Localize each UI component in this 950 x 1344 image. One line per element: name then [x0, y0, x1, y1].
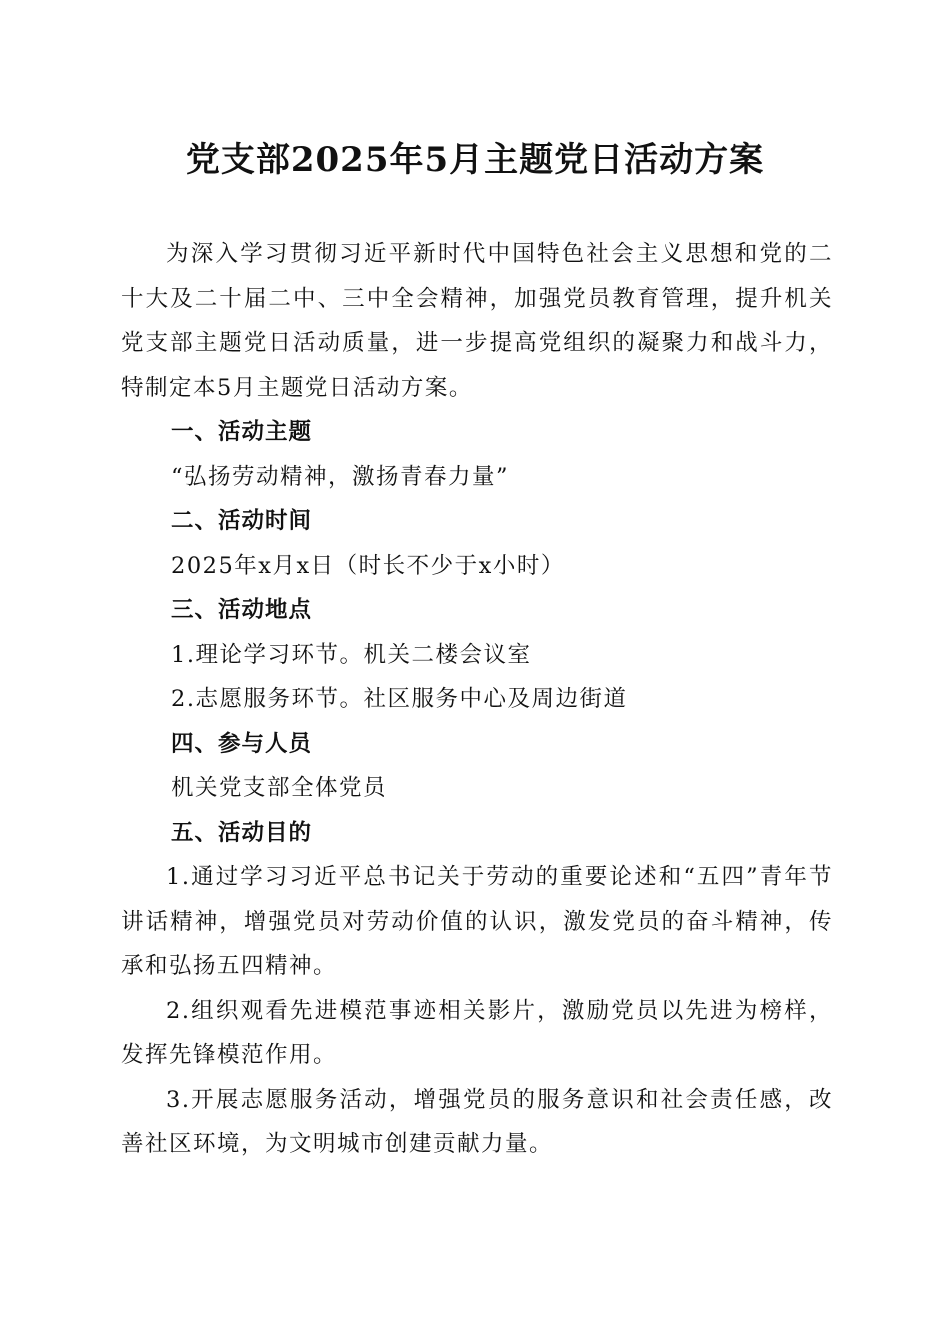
section-heading-purpose: 五、活动目的 — [171, 819, 313, 846]
section-heading-time: 二、活动时间 — [171, 508, 313, 534]
section-text-location-2: 2.志愿服务环节。社区服务中心及周边街道 — [171, 686, 628, 712]
purpose-paragraph-2: 2.组织观看先进模范事迹相关影片，激励党员以先进为榜样，发挥先锋模范作用。 — [121, 997, 833, 1068]
intro-paragraph: 为深入学习贯彻习近平新时代中国特色社会主义思想和党的二十大及二十届二中、三中全会精神，加强党员教育管理，提升机关党支部主题党日活动质量，进一步提高党组织的凝聚力和战斗力，特制定本5月主题党日活动方案。 — [121, 241, 833, 401]
document-title: 党支部2025年5月主题党日活动方案 — [185, 140, 765, 180]
purpose-paragraph-1: 1.通过学习习近平总书记关于劳动的重要论述和“五四”青年节讲话精神，增强党员对劳动价值的认识，激发党员的奋斗精神，传承和弘扬五四精神。 — [121, 864, 833, 979]
section-text-location-1: 1.理论学习环节。机关二楼会议室 — [171, 641, 532, 668]
section-heading-location: 三、活动地点 — [171, 597, 313, 623]
section-text-participants: 机关党支部全体党员 — [171, 775, 388, 801]
section-text-theme: “弘扬劳动精神，激扬青春力量” — [171, 463, 510, 490]
section-heading-participants: 四、参与人员 — [171, 730, 313, 757]
section-heading-theme: 一、活动主题 — [171, 419, 313, 445]
purpose-paragraph-3: 3.开展志愿服务活动，增强党员的服务意识和社会责任感，改善社区环境，为文明城市创建贡献力量。 — [121, 1086, 833, 1157]
section-text-time: 2025年x月x日（时长不少于x小时） — [171, 552, 565, 579]
document-body — [121, 232, 833, 1167]
